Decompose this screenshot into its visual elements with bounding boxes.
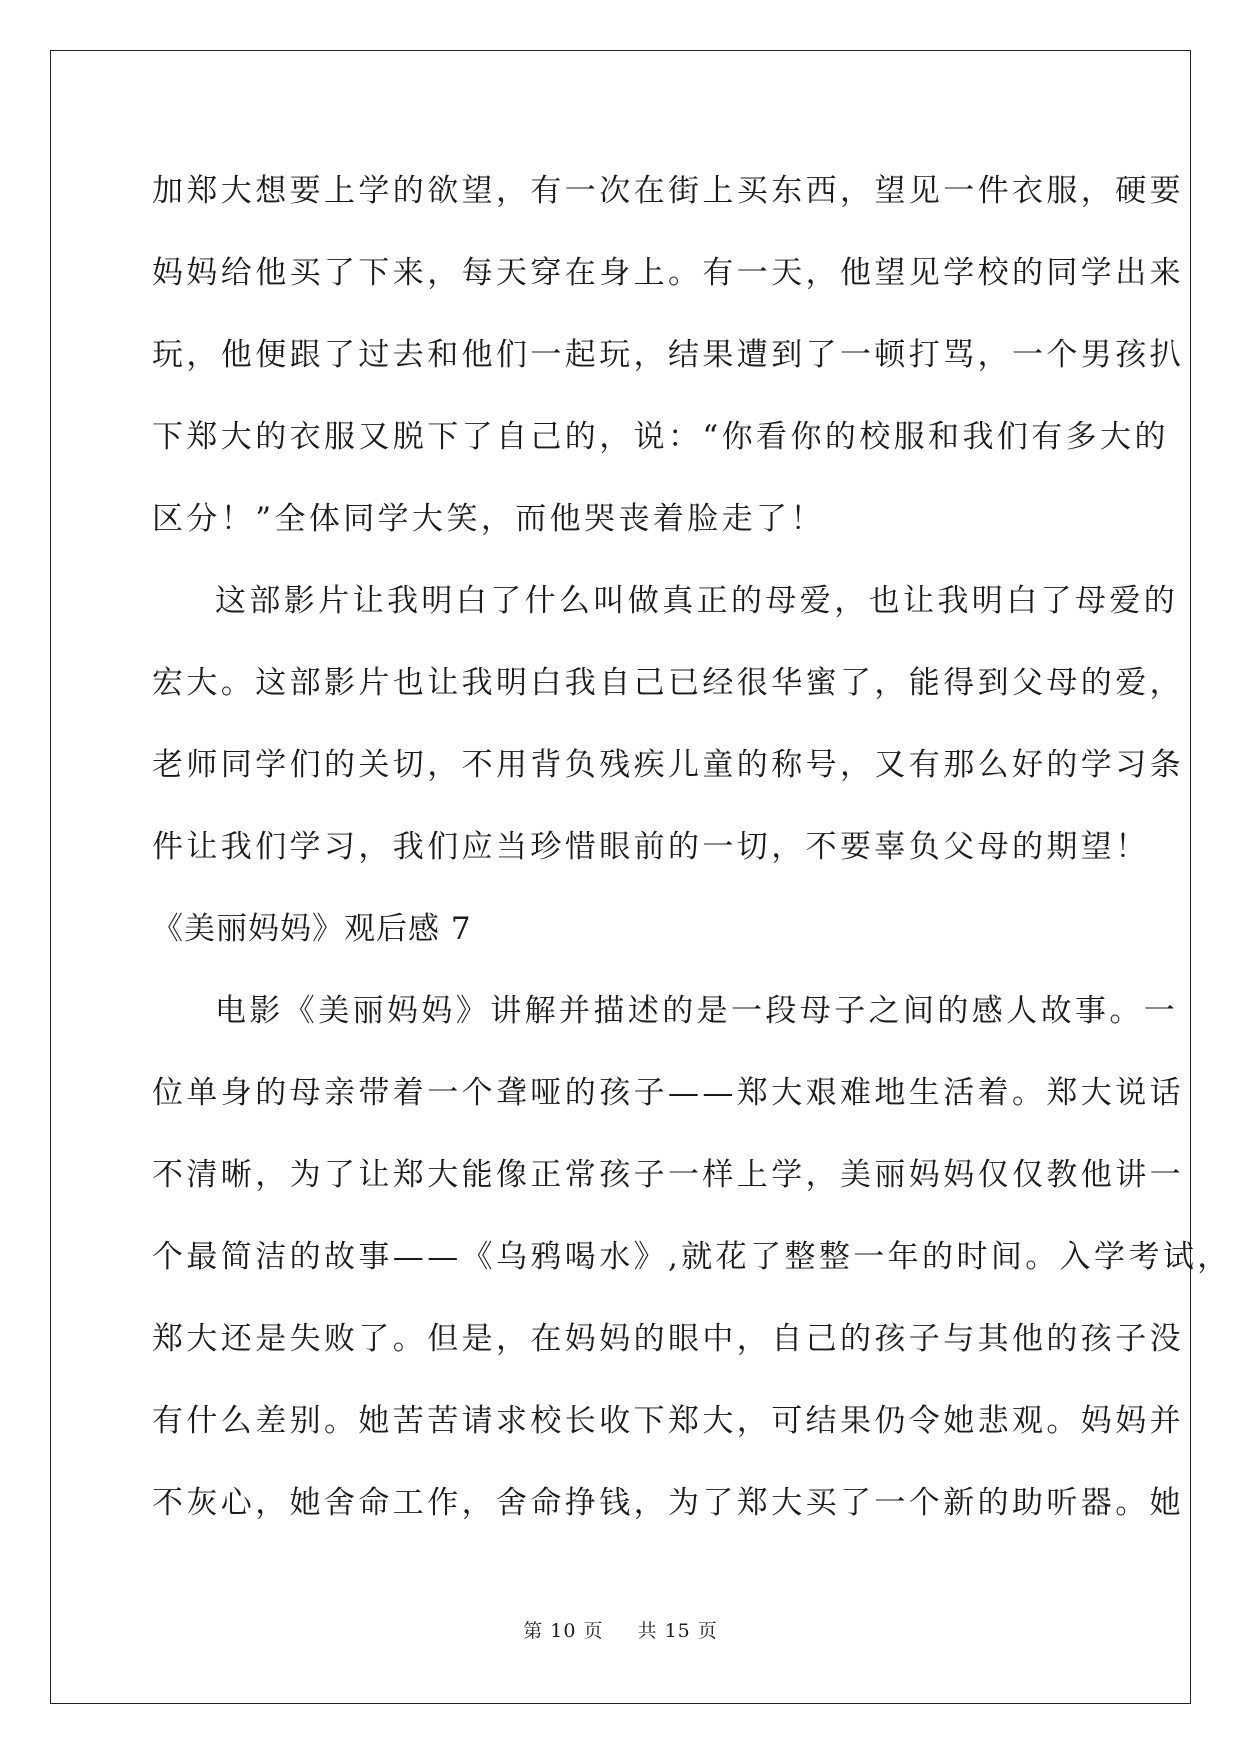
text-line: 位单身的母亲带着一个聋哑的孩子——郑大艰难地生活着。郑大说话 (152, 1075, 1184, 1111)
text-line: 电影《美丽妈妈》讲解并描述的是一段母子之间的感人故事。一 (215, 993, 1179, 1029)
paragraph-3 (152, 970, 1232, 1544)
text-line: 老师同学们的关切，不用背负残疾儿童的称号，又有那么好的学习条 (152, 747, 1184, 783)
text-line: 玩，他便跟了过去和他们一起玩，结果遭到了一顿打骂，一个男孩扒 (152, 337, 1184, 373)
document-body (152, 150, 1232, 1544)
text-line: 妈妈给他买了下来，每天穿在身上。有一天，他望见学校的同学出来 (152, 255, 1184, 291)
page-footer (0, 1616, 1241, 1643)
text-line: 下郑大的衣服又脱下了自己的，说：“你看你的校服和我们有多大的 (152, 419, 1169, 455)
text-line: 这部影片让我明白了什么叫做真正的母爱，也让我明白了母爱的 (215, 583, 1179, 619)
text-line: 郑大还是失败了。但是，在妈妈的眼中，自己的孩子与其他的孩子没 (152, 1321, 1184, 1357)
text-line: 区分！”全体同学大笑，而他哭丧着脸走了！ (152, 501, 825, 537)
page-number: 第 10 页 (523, 1620, 604, 1642)
section-heading: 《美丽妈妈》观后感 7 (152, 911, 472, 947)
text-line: 加郑大想要上学的欲望，有一次在街上买东西，望见一件衣服，硬要 (152, 173, 1184, 209)
text-line: 不清晰，为了让郑大能像正常孩子一样上学，美丽妈妈仅仅教他讲一 (152, 1157, 1184, 1193)
text-line: 有什么差别。她苦苦请求校长收下郑大，可结果仍令她悲观。妈妈并 (152, 1403, 1184, 1439)
paragraph-2 (152, 560, 1184, 888)
paragraph-1 (152, 150, 1184, 560)
text-line: 件让我们学习，我们应当珍惜眼前的一切，不要辜负父母的期望！ (152, 829, 1150, 865)
page-total: 共 15 页 (637, 1620, 718, 1642)
text-line: 个最简洁的故事——《乌鸦喝水》,就花了整整一年的时间。入学考试， (152, 1239, 1232, 1275)
text-line: 不灰心，她舍命工作，舍命挣钱，为了郑大买了一个新的助听器。她 (152, 1485, 1184, 1521)
text-line: 宏大。这部影片也让我明白我自己已经很华蜜了，能得到父母的爱， (152, 665, 1184, 701)
